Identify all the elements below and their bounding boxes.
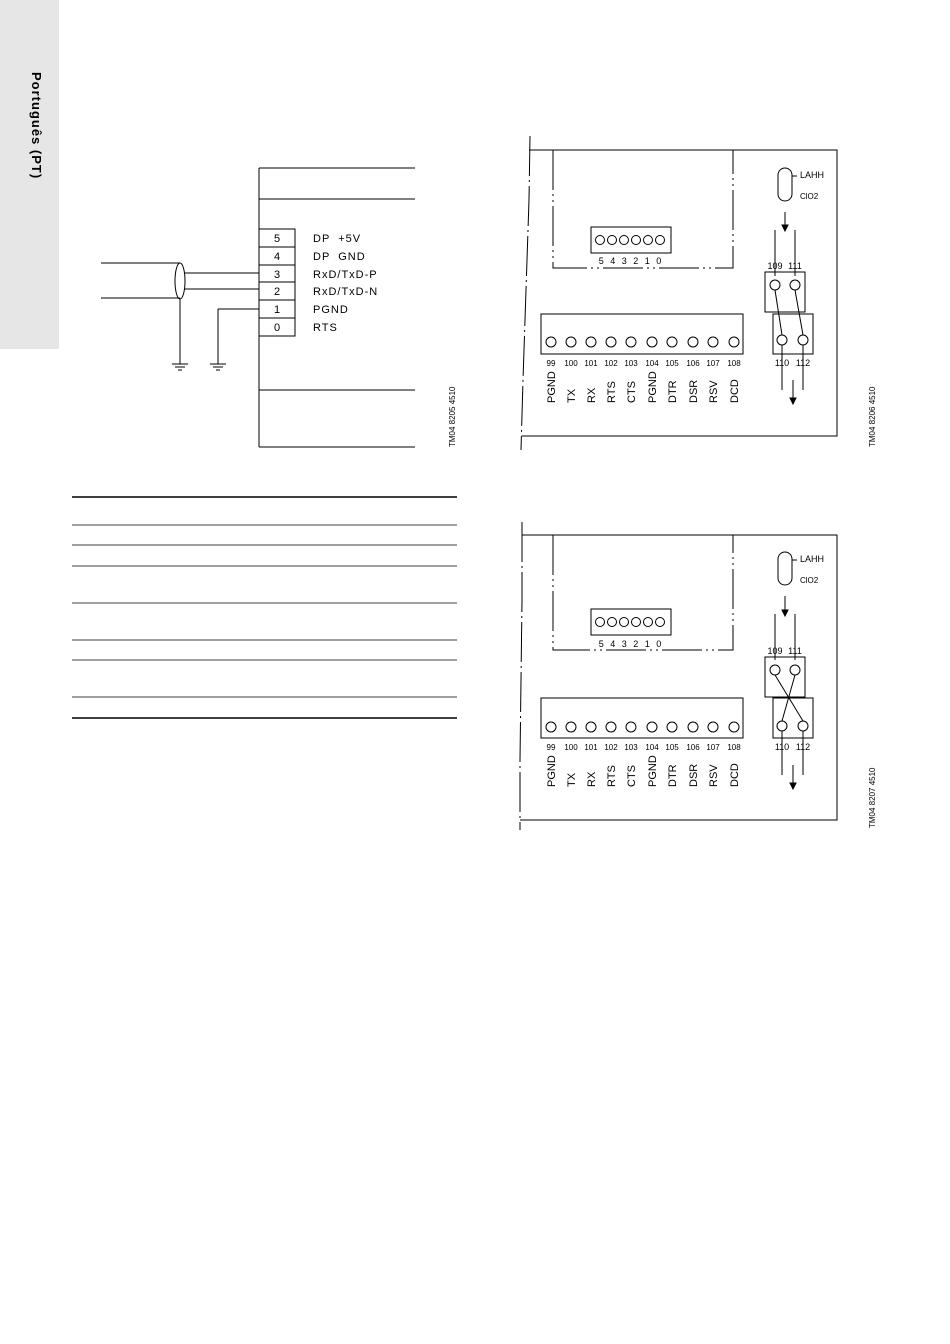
terminal-num: 107 [706, 359, 720, 368]
terminal-num: 107 [706, 743, 720, 752]
terminal-num: 99 [546, 359, 556, 368]
relay-110: 110 [774, 358, 790, 368]
terminal-1-num: 1 [273, 304, 281, 316]
terminal-num: 108 [727, 743, 741, 752]
terminal-5-num: 5 [273, 233, 281, 245]
terminal-signal: RSV [708, 380, 720, 403]
terminal-signal: TX [566, 772, 578, 787]
terminal-num: 103 [624, 743, 638, 752]
terminal-num: 102 [604, 359, 618, 368]
terminal-signal: PGND [647, 371, 659, 403]
terminal-signal: DCD [729, 763, 741, 787]
terminal-2-num: 2 [273, 286, 281, 298]
terminal-num: 104 [645, 743, 659, 752]
relay-111: 111 [788, 261, 802, 271]
terminal-4-label: DP GND [313, 251, 366, 263]
terminal-signal: DTR [667, 764, 679, 787]
terminal-num: 100 [564, 743, 578, 752]
terminal-num: 102 [604, 743, 618, 752]
terminal-signal: CTS [626, 381, 638, 403]
relay-109: 109 [767, 261, 783, 271]
figure-id-2: TM04 8206 4510 [868, 386, 877, 447]
terminal-num: 106 [686, 743, 700, 752]
relay-109: 109 [767, 646, 783, 656]
terminal-3-label: RxD/TxD-P [313, 269, 378, 281]
terminal-signal: PGND [647, 755, 659, 787]
sensor-sub-label: ClO2 [800, 192, 819, 201]
terminal-num: 105 [665, 743, 679, 752]
terminal-num: 105 [665, 359, 679, 368]
terminal-3-num: 3 [273, 269, 281, 281]
terminal-2-label: RxD/TxD-N [313, 286, 379, 298]
terminal-signal: TX [566, 388, 578, 403]
diagram-control-board-1 [521, 136, 837, 450]
terminal-numbers [547, 359, 742, 368]
language-label: Português (PT) [29, 72, 44, 180]
terminal-num: 103 [624, 359, 638, 368]
sensor-label: LAHH [800, 554, 825, 564]
terminal-signal: CTS [626, 765, 638, 787]
figure-id-3: TM04 8207 4510 [868, 767, 877, 828]
terminal-signal: RSV [708, 764, 720, 787]
terminal-1-label: PGND [313, 304, 349, 316]
terminal-num: 99 [546, 743, 556, 752]
sensor-label: LAHH [800, 170, 825, 180]
terminal-0-num: 0 [273, 322, 281, 334]
relay-110: 110 [774, 742, 790, 752]
terminal-4-num: 4 [273, 251, 281, 263]
terminal-num: 100 [564, 359, 578, 368]
empty-table [72, 497, 457, 718]
terminal-signal: DCD [729, 379, 741, 403]
terminal-signal: DSR [688, 763, 700, 787]
terminal-signals [546, 755, 741, 787]
relay-111: 111 [788, 646, 802, 656]
profibus-terminal-numbers [274, 233, 280, 334]
sensor-sub-label: ClO2 [800, 576, 819, 585]
terminal-signal: DSR [688, 379, 700, 403]
terminal-signal: RX [586, 771, 598, 787]
terminal-num: 106 [686, 359, 700, 368]
terminal-num: 104 [645, 359, 659, 368]
profibus-terminal-labels [313, 233, 378, 334]
terminal-signal: RTS [606, 381, 618, 403]
terminal-signal: RTS [606, 765, 618, 787]
small-terminal-labels: 5 4 3 2 1 0 [598, 256, 664, 266]
terminal-numbers [547, 743, 742, 752]
diagram-profibus-wiring [101, 168, 415, 447]
terminal-0-label: RTS [313, 322, 338, 334]
relay-112: 112 [795, 358, 811, 368]
terminal-num: 101 [584, 743, 598, 752]
figure-id-1: TM04 8205 4510 [448, 386, 457, 447]
terminal-signals [546, 371, 741, 403]
terminal-signal: PGND [546, 755, 558, 787]
small-terminal-labels: 5 4 3 2 1 0 [598, 639, 664, 649]
terminal-signal: DTR [667, 380, 679, 403]
terminal-num: 108 [727, 359, 741, 368]
terminal-num: 101 [584, 359, 598, 368]
terminal-signal: RX [586, 387, 598, 403]
relay-112: 112 [795, 742, 811, 752]
terminal-5-label: DP +5V [313, 233, 362, 245]
terminal-signal: PGND [546, 371, 558, 403]
diagram-control-board-2 [520, 522, 837, 830]
